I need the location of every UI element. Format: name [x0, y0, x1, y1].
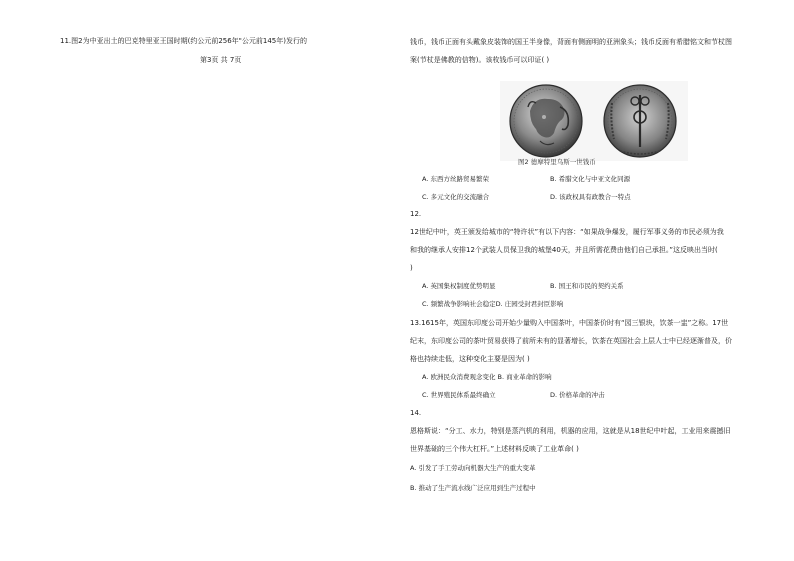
coin-elephant-king-image: [510, 85, 582, 157]
q13-option-ab: A. 欧洲民众消费观念变化 B. 商业革命的影响: [422, 373, 552, 381]
coin-figure: [500, 81, 688, 161]
q13-line-2: 纪末，东印度公司的茶叶贸易获得了前所未有的显著增长，饮茶在英国社会上层人士中已经逐渐普及，价: [410, 337, 732, 345]
q11-option-c: C. 多元文化的交流融合: [422, 193, 490, 201]
q14-line-2: 世界基础的三个伟大杠杆。”上述材料反映了工业革命( ): [410, 445, 579, 453]
coin-caduceus-image: [604, 85, 676, 157]
q14-line-1: 恩格斯说：“分工、水力，特别是蒸汽机的利用，机器的应用，这就是从18世纪中叶起，工业用来震撼旧: [410, 427, 731, 435]
q13-line-3: 格也持续走低，这种变化主要是因为( ): [410, 355, 530, 363]
q13-option-c: C. 世界殖民体系最终确立: [422, 391, 496, 399]
q12-option-cd: C. 频繁战争影响社会稳定D. 庄园受封君封臣影响: [422, 300, 564, 308]
q14-option-a: A. 引发了手工劳动向机器大生产的重大变革: [410, 464, 536, 472]
q12-line-3: ): [410, 264, 413, 272]
q12-number: 12.: [410, 210, 422, 218]
q11-continuation-line-2: 案(节杖是佛教的信物)。该枚钱币可以印证( ): [410, 56, 550, 64]
q11-continuation-line-1: 钱币，钱币正面有头戴象皮装饰的国王半身像，背面有侧面明的亚洲象头；钱币反面有希腊铭文和节杖图: [410, 38, 732, 46]
q11-option-d: D. 该政权具有政教合一特点: [550, 193, 631, 201]
page-number: 第3页 共 7页: [200, 56, 242, 64]
coin-figure-svg: [500, 81, 688, 161]
q11-option-a: A. 东西方丝路贸易繁荣: [422, 175, 489, 183]
q14-number: 14.: [410, 409, 422, 417]
question-11-stem: 11.图2为中亚出土的巴克特里亚王国时期(约公元前256年"公元前145年)发行的: [60, 37, 307, 45]
q14-option-b: B. 推动了生产流水线广泛应用到生产过程中: [410, 484, 536, 492]
q12-line-1: 12世纪中叶，英王颁发给城市的“特许状”有以下内容：“如果战争爆发，履行军事义务的市民必须为我: [410, 228, 724, 236]
q13-line-1: 13.1615年，英国东印度公司开始少量购入中国茶叶，中国茶价时有“园三银块，饮茶一盅”之称。17世: [410, 319, 729, 327]
q13-option-d: D. 价格革命的冲击: [550, 391, 605, 399]
figure-caption: 图2 德摩特里乌斯一世钱币: [518, 158, 596, 166]
q11-option-b: B. 希腊文化与中亚文化同源: [550, 175, 631, 183]
q12-option-a: A. 英国集权制度优势明显: [422, 282, 496, 290]
q12-option-b: B. 国王和市民的契约关系: [550, 282, 624, 290]
q12-line-2: 和我的继承人安排12个武装人员保卫我的城堡40天，并且所需花费由他们自己承担。”这反映出当时(: [410, 246, 718, 254]
